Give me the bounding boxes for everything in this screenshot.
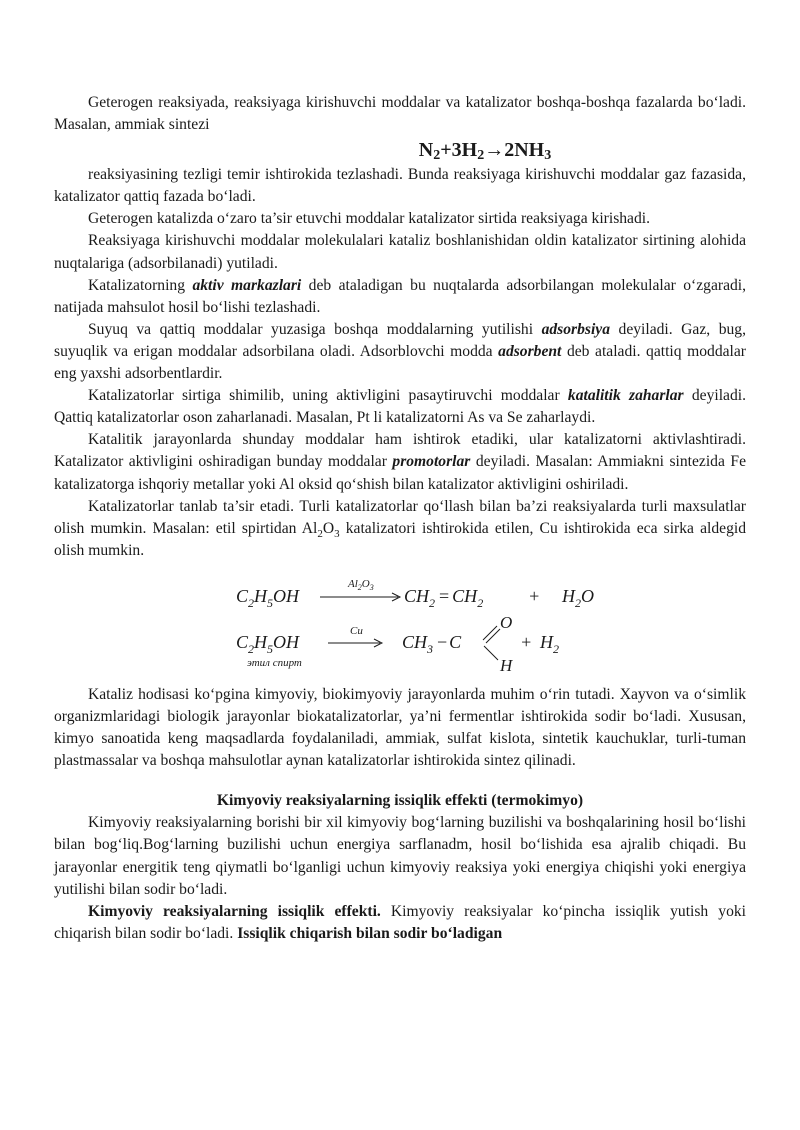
paragraph-adsorption <box>54 319 746 385</box>
eq1-water: $H_2O$ <box>562 585 594 610</box>
text-span: Katalizatorlar tanlab ta’sir etadi. Turli katalizatorlar qo‘llash bilan ba’zi reaksiyalarda turli maxsulatlar olish mumkin. Masalan: etil spirtidan Al <box>54 497 746 537</box>
term-catalytic-poisons: katalitik zaharlar <box>567 387 684 405</box>
paragraph-heterogeneous-catalysis: Geterogen katalizda o‘zaro ta’sir etuvchi moddalar katalizator sirtida reaksiyaga kirishadi. <box>88 210 651 228</box>
text-span: Katalitik jarayonlarda shunday moddalar ham ishtirok etadiki, ular katalizatorni aktivlashtiradi. Katalizator aktivligini oshiradigan bunday moddalar <box>54 431 746 471</box>
eq2-oxygen: O <box>500 612 513 632</box>
text-span: deb ataladi. qattiq moddalar eng yaxshi adsorbentlardir. <box>54 342 746 383</box>
text-span: deb ataladigan bu nuqtalarda adsorbilangan molekulalar o‘zgaradi, natijada mahsulot hosil bo‘lishi tezlashadi. <box>54 276 747 316</box>
formula-arrow: → <box>484 139 505 162</box>
text-span: Katalizatorning <box>88 276 193 294</box>
formula-nh: 2NH <box>504 139 545 162</box>
paragraph-bond-energy: Kimyoviy reaksiyalarning borishi bir xil kimyoviy bog‘larning buzilishi va boshqalarining hosil bo‘lishi bilan bog‘liq.Bog‘larning buzilishi uchun energiya sarflanadm, hosil bo‘lishida esa ajralib chiqadi. Bu jarayonlar energitik teng qiymatli bo‘lganligi uchun kimyoviy reaksiya yoki energiya chiqishi yoki energiya yutilishi bilan sodir bo‘ladi. <box>54 814 746 898</box>
eq2-under-label: этил спирт <box>247 656 302 669</box>
eq2-aldehyde: $CH_3 - C$ <box>402 631 462 656</box>
document-page <box>54 92 746 945</box>
text-span: Katalizatorlar sirtiga shimilib, uning aktivligini pasaytiruvchi moddalar <box>88 387 568 405</box>
formula-n-sub: 2 <box>433 148 441 164</box>
eq2-reactant: $C_2H_5OH$ <box>236 631 300 656</box>
paragraph-active-centers <box>54 275 746 319</box>
formula-h-sub: 2 <box>477 148 485 164</box>
term-adsorbent: adsorbent <box>498 342 562 360</box>
eq2-h2: $H_2$ <box>540 631 559 656</box>
term-exothermic: Issiqlik chiqarish bilan sodir bo‘ladigan <box>237 924 503 942</box>
sub-3: 3 <box>334 527 340 540</box>
paragraph-heterogeneous-intro: Geterogen reaksiyada, reaksiyaga kirishuvchi moddalar va katalizator boshqa-boshqa fazalarda bo‘ladi. Masalan, ammiak sintezi <box>54 94 746 134</box>
paragraph-selective-catalysis <box>54 496 746 562</box>
text-span: katalizatori ishtirokida etilen, Cu ishtirokida eca sirka aldegid olish mumkin. <box>54 519 746 559</box>
formula-n: N <box>418 139 434 162</box>
term-promoters: promotorlar <box>392 453 471 471</box>
ammonia-synthesis-formula <box>54 136 746 164</box>
paragraph-biocatalysis: Kataliz hodisasi ko‘pgina kimyoviy, biokimyoviy jarayonlarda muhim o‘rin tutadi. Xayvon va o‘simlik organizmlaridagi biologik jarayonlar biokatalizatorlar, ya’ni fermentlar ishtirokida sodir bo‘ladi. Xususan, kimyo sanoatida keng maqsadlarda foydalaniladi, ammiak, sulfat kislota, sintetik kauchuklar, turli-tuman plastmassalar va boshqa mahsulotlar aynan katalizatorlar ishtirokida sintez qilinadi. <box>54 685 746 770</box>
reaction-equations-svg <box>54 566 746 676</box>
section-heading-thermochemistry: Kimyoviy reaksiyalarning issiqlik effekti (termokimyo) <box>216 792 584 810</box>
eq2-hydrogen: H <box>500 655 513 675</box>
paragraph-reaction-speed: reaksiyasining tezligi temir ishtirokida tezlashadi. Bunda reaksiyaga kirishuvchi moddalar gaz fazasida, katalizator qattiq fazada bo‘ladi. <box>54 166 746 206</box>
sub-2: 2 <box>317 527 323 540</box>
paragraph-catalytic-poisons <box>54 385 746 429</box>
term-heat-effect: Kimyoviy reaksiyalarning issiqlik effekti. <box>88 902 381 920</box>
paragraph-heat-effect <box>54 901 746 945</box>
paragraph-adsorption-points: Reaksiyaga kirishuvchi moddalar molekulalari kataliz boshlanishidan oldin katalizator sirtining alohida nuqtalariga (adsorbilanadi) yutiladi. <box>54 232 746 272</box>
eq2-single-bond <box>484 646 498 660</box>
eq2-plus: + <box>520 631 533 652</box>
eq2-catalyst: Cu <box>350 624 363 637</box>
eq1-reactant: $C_2H_5OH$ <box>236 585 300 610</box>
paragraph-promoters <box>54 429 746 495</box>
formula-h: +3H <box>440 139 478 162</box>
text-span: O <box>322 519 335 537</box>
formula-nh-sub: 3 <box>544 148 552 164</box>
eq2-double-bond-1 <box>483 626 497 640</box>
eq1-products: $CH_2 = CH_2$ <box>404 585 484 610</box>
text-span: Suyuq va qattiq moddalar yuzasiga boshqa moddalarning yutilishi <box>88 320 542 338</box>
text-span: deyiladi. Gaz, bug, suyuqlik va erigan moddalar adsorbilana oladi. Adsorblovchi modda <box>54 320 746 360</box>
ethanol-reactions-block <box>54 566 746 676</box>
eq1-catalyst: $Al_2O_3$ <box>348 577 374 592</box>
term-active-centers: aktiv markazlari <box>192 276 302 294</box>
text-span: Kimyoviy reaksiyalar ko‘pincha issiqlik yutish yoki chiqarish bilan sodir bo‘ladi. <box>54 902 746 942</box>
eq2-double-bond-2 <box>486 629 500 643</box>
term-adsorption: adsorbsiya <box>541 320 611 338</box>
text-span: deyiladi. Masalan: Ammiakni sintezida Fe katalizatorga ishqoriy metallar yoki Al oksid qo‘shish bilan katalizator aktivligini oshiriladi. <box>54 453 746 493</box>
text-span: deyiladi. Qattiq katalizatorlar oson zaharlanadi. Masalan, Pt li katalizatorni As va Se zaharlaydi. <box>54 387 746 427</box>
eq1-plus: + <box>528 585 541 606</box>
